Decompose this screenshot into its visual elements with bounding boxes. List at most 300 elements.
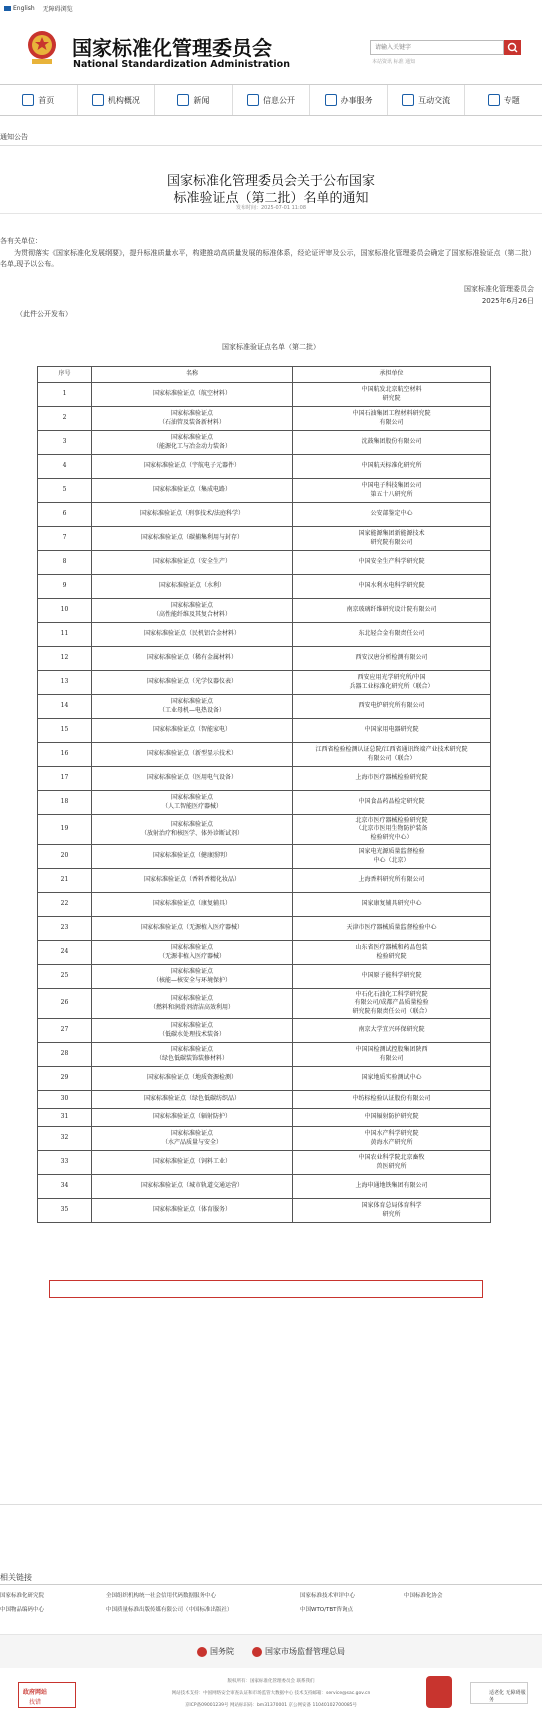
article-title-line2: 标准验证点（第二批）名单的通知 [173, 191, 369, 206]
cell-org-line: 中国电子科技集团公司 [361, 482, 422, 489]
cell-name [92, 599, 293, 623]
cell-name [92, 1109, 293, 1127]
cell-name-line: 国家标准验证点 [170, 434, 213, 441]
cell-name-line: 国家标准验证点 [170, 410, 213, 417]
cell-name [92, 671, 293, 695]
cell-name-line: 国家标准验证点 [170, 1130, 213, 1137]
cell-org-line: 中国农业科学院北京畜牧 [358, 1154, 425, 1161]
cell-no: 16 [38, 743, 92, 767]
cell-org [293, 647, 491, 671]
table-row [38, 767, 491, 791]
cell-org [293, 527, 491, 551]
cell-org-line: 中国食品药品检定研究院 [358, 798, 425, 806]
site-title-en: National Standardization Administration [73, 59, 290, 70]
cell-name-line: 国家标准验证点（香料香精化妆品） [143, 876, 240, 884]
cell-org [293, 1019, 491, 1043]
main-nav [0, 84, 542, 116]
cell-org-line: 中国航发北京航空材料 [361, 386, 422, 393]
flag-icon [4, 6, 11, 11]
cell-org-line: 研究院 [382, 394, 401, 402]
cell-org-line: 国家电光源质量监督检验 [358, 848, 425, 855]
table-row [38, 1199, 491, 1223]
cell-name-line: 国家标准验证点 [170, 698, 213, 705]
cell-org [293, 1127, 491, 1151]
cell-org-line: 有限公司（联合） [367, 754, 416, 762]
cell-name-line: 国家标准验证点 [170, 944, 213, 951]
table-title: 国家标准验证点名单（第二批） [222, 343, 320, 351]
cell-no: 13 [38, 671, 92, 695]
cell-name-line: 国家标准验证点 [170, 995, 213, 1002]
cell-no: 17 [38, 767, 92, 791]
cell-name [92, 767, 293, 791]
link-item[interactable]: 中国标准化协会 [404, 1593, 443, 1599]
cell-org-line: 江西省检验检测认证总院/江西省通讯终端产业技术研究院 [315, 746, 468, 753]
link-item[interactable]: 中国WTO/TBT咨询点 [300, 1607, 353, 1613]
cell-org [293, 479, 491, 503]
cell-name [92, 455, 293, 479]
cell-name [92, 623, 293, 647]
cell-org [293, 791, 491, 815]
verification-points-table [37, 366, 491, 1223]
link-item[interactable]: 中国质量标准出版传媒有限公司（中国标准出版社） [106, 1607, 233, 1613]
hot-words: 本站资讯 标准 通知 [372, 59, 416, 65]
cell-org-line: 中国安全生产科学研究院 [358, 558, 425, 566]
table-row [38, 1127, 491, 1151]
cell-name-line: （绿色低碳装饰装修材料） [155, 1054, 228, 1062]
cell-name-line: 国家标准验证点（光学仪器仪表） [146, 678, 237, 686]
cell-name-line: 国家标准验证点 [170, 968, 213, 975]
cell-no: 4 [38, 455, 92, 479]
cell-no: 1 [38, 383, 92, 407]
cell-no: 7 [38, 527, 92, 551]
nav-item-topics[interactable]: 专题 [465, 85, 542, 115]
cell-org-line: 中石化石油化工科学研究院 [355, 990, 428, 998]
cell-name-line: 国家标准验证点 [170, 794, 213, 801]
service-icon [325, 94, 337, 106]
accessible-service-button[interactable]: 适老化 无障碍服务 [470, 1682, 528, 1704]
cell-name [92, 791, 293, 815]
table-row [38, 1067, 491, 1091]
state-council-link[interactable]: 国务院 [197, 1646, 234, 1657]
table-row [38, 815, 491, 845]
cell-name [92, 1043, 293, 1067]
cell-name-line: 国家标准验证点（辐射防护） [152, 1113, 231, 1121]
cell-no: 21 [38, 869, 92, 893]
cell-name [92, 845, 293, 869]
home-icon [22, 94, 34, 106]
cell-org-line: 南京玻璃纤维研究设计院有限公司 [346, 606, 437, 614]
national-emblem-icon [26, 28, 58, 66]
table-row [38, 1151, 491, 1175]
cell-name [92, 1127, 293, 1151]
links-title: 相关链接 [0, 1573, 32, 1582]
cell-name-line: 国家标准验证点（智能家电） [152, 726, 231, 734]
cell-org-line: 黄海水产研究所 [370, 1138, 413, 1146]
cell-org-line: 山东省医疗器械和药品包装 [355, 944, 428, 951]
cell-name-line: 国家标准验证点（无源植入医疗器械） [140, 924, 243, 932]
cell-name [92, 743, 293, 767]
cell-name-line: 国家标准验证点（医用电气设备） [146, 774, 237, 782]
table-row [38, 1175, 491, 1199]
cell-no: 33 [38, 1151, 92, 1175]
cell-name [92, 719, 293, 743]
divider [0, 1584, 542, 1585]
cell-org [293, 1043, 491, 1067]
cell-no: 29 [38, 1067, 92, 1091]
cell-org [293, 599, 491, 623]
cell-name [92, 989, 293, 1019]
cell-org-line: 检验研究院 [376, 952, 407, 960]
emblem-icon [197, 1647, 207, 1657]
cell-org [293, 719, 491, 743]
search-input[interactable] [370, 40, 504, 55]
search-icon [504, 40, 521, 55]
table-row [38, 407, 491, 431]
cell-org [293, 1109, 491, 1127]
cell-name-line: （无源非植入医疗器械） [158, 952, 225, 960]
cell-no: 3 [38, 431, 92, 455]
cell-name-line: 国家标准验证点（集成电路） [152, 486, 231, 494]
cell-org-line: 有限公司 [379, 418, 404, 426]
cell-org [293, 551, 491, 575]
cell-name [92, 869, 293, 893]
news-icon [177, 94, 189, 106]
cell-org-line: 西安汉唐分析检测有限公司 [355, 654, 428, 662]
cell-org-line: 兵器工业标准化研究所（联合） [349, 682, 434, 690]
cell-org [293, 845, 491, 869]
table-header-row [38, 367, 491, 383]
cell-org [293, 965, 491, 989]
cell-name-line: 国家标准验证点（安全生产） [152, 558, 231, 566]
cell-no: 23 [38, 917, 92, 941]
nav-item-news[interactable]: 新闻 [155, 85, 233, 115]
cell-org-line: 有限公司/成都产品质量检验 [354, 999, 429, 1007]
footer [0, 1668, 542, 1729]
cell-no: 2 [38, 407, 92, 431]
nav-item-home[interactable]: 首页 [0, 85, 78, 115]
cell-name [92, 965, 293, 989]
cell-name-line: （能源化工与冶金动力装备） [152, 442, 231, 450]
cell-org [293, 575, 491, 599]
building-icon [92, 94, 104, 106]
cell-org-line: 国家康复辅具研究中心 [361, 900, 422, 908]
chat-icon [402, 94, 414, 106]
link-item[interactable]: 中国物品编码中心 [0, 1607, 45, 1613]
cell-org-line: 中国原子能科学研究院 [361, 972, 422, 980]
cell-name [92, 1091, 293, 1109]
link-item[interactable]: 国家标准技术审评中心 [300, 1593, 356, 1599]
public-note: （此件公开发布） [16, 310, 72, 318]
cell-org-line: 有限公司 [379, 1054, 404, 1062]
cell-name-line: 国家标准验证点（新型显示技术） [146, 750, 237, 758]
cell-name-line: （低碳水处理技术装备） [158, 1030, 225, 1038]
cell-org-line: 上海市医疗器械检验研究院 [355, 774, 428, 782]
top-bar [0, 0, 542, 16]
table-row [38, 917, 491, 941]
cell-org-line: 南京大学宜兴环保研究院 [358, 1026, 425, 1034]
accessible-link[interactable]: 无障碍浏览 [42, 5, 73, 13]
table-row [38, 647, 491, 671]
cell-org-line: 公安部鉴定中心 [370, 510, 413, 518]
table-row [38, 575, 491, 599]
cell-org [293, 815, 491, 845]
site-title-cn: 国家标准化管理委员会 [72, 36, 272, 60]
cell-org-line: 研究院有限公司 [370, 538, 413, 546]
cell-no: 12 [38, 647, 92, 671]
cell-org-line: 研究院有限责任公司（联合） [352, 1007, 431, 1015]
cell-org-line: （北京市医用生物防护装备 [355, 825, 428, 833]
table-row [38, 1091, 491, 1109]
nav-item-about[interactable]: 机构概况 [78, 85, 156, 115]
cell-org-line: 研究所 [382, 1210, 401, 1218]
cell-name-line: 国家标准验证点（碳捕集利用与封存） [140, 534, 243, 542]
divider [0, 213, 542, 214]
cell-org-line: 西安电炉研究所有限公司 [358, 702, 425, 710]
cell-no: 14 [38, 695, 92, 719]
cell-org [293, 503, 491, 527]
link-item[interactable]: 国家标准化研究院 [0, 1593, 45, 1599]
cell-org-line: 国家能源集团新能源技术 [358, 530, 425, 537]
cell-name-line: （石油管及装备新材料） [158, 418, 225, 426]
cell-org-line: 中国家用电器研究院 [364, 726, 419, 734]
table-row [38, 893, 491, 917]
cell-name-line: 国家标准验证点 [170, 821, 213, 828]
footer-icp: 京ICP备09001239号 网站标识码：bm31370001 京公网安备 11040102700085号 [184, 1703, 358, 1708]
table-row [38, 869, 491, 893]
table-row [38, 719, 491, 743]
cell-org [293, 1091, 491, 1109]
cell-name [92, 1151, 293, 1175]
table-row [38, 671, 491, 695]
cell-name-line: 国家标准验证点（稀有金属材料） [146, 654, 237, 662]
nav-item-interaction[interactable]: 互动交流 [388, 85, 466, 115]
cell-name [92, 917, 293, 941]
cell-name [92, 815, 293, 845]
cell-name-line: 国家标准验证点（健康照明） [152, 852, 231, 860]
cell-no: 32 [38, 1127, 92, 1151]
table-row [38, 989, 491, 1019]
cell-name [92, 431, 293, 455]
cell-org-line: 中国航天标准化研究所 [361, 462, 422, 470]
col-header-org: 承担单位 [293, 367, 491, 383]
cell-org [293, 407, 491, 431]
document-icon [247, 94, 259, 106]
cell-org [293, 743, 491, 767]
cell-name [92, 575, 293, 599]
party-govt-badge-icon[interactable] [426, 1676, 452, 1708]
cell-name-line: 国家标准验证点（饲料工业） [152, 1158, 231, 1166]
table-row [38, 743, 491, 767]
cell-name-line: （放射治疗和核医学、体外诊断试剂） [140, 829, 243, 837]
sign-date: 2025年6月26日 [481, 297, 534, 305]
cell-org [293, 383, 491, 407]
table-row [38, 1019, 491, 1043]
cell-name [92, 383, 293, 407]
cell-name-line: （燃料和润滑剂清洁高效利用） [149, 1003, 234, 1011]
footer-support: 网站技术支持：中国网络安全审查认证和市场监管大数据中心 技术支持邮箱：service@sac.gov.cn [171, 1691, 371, 1696]
cell-no: 18 [38, 791, 92, 815]
cell-org-line: 兽医研究所 [376, 1162, 407, 1170]
article-title-line1: 国家标准化管理委员会关于公布国家 [166, 174, 375, 189]
cell-name-line: 国家标准验证点 [170, 1022, 213, 1029]
cell-org-line: 东北轻合金有限责任公司 [358, 630, 425, 638]
cell-no: 28 [38, 1043, 92, 1067]
table-row [38, 845, 491, 869]
cell-no: 22 [38, 893, 92, 917]
cell-name-line: （工业母机—电热设备） [158, 706, 225, 714]
cell-name-line: 国家标准验证点（康复辅具） [152, 900, 231, 908]
salutation: 各有关单位： [0, 237, 42, 245]
cell-name-line: 国家标准验证点（地质资源检测） [146, 1074, 237, 1082]
col-header-name: 名称 [92, 367, 293, 383]
table-row [38, 383, 491, 407]
cell-org-line: 沈鼓集团股份有限公司 [361, 438, 422, 446]
cell-org [293, 1151, 491, 1175]
table-row [38, 527, 491, 551]
cell-no: 19 [38, 815, 92, 845]
cell-name-line: 国家标准验证点（宇航电子元器件） [143, 462, 240, 470]
cell-org [293, 671, 491, 695]
cell-name [92, 551, 293, 575]
cell-org-line: 国家地质实验测试中心 [361, 1074, 422, 1082]
breadcrumb[interactable]: 通知公告 [0, 133, 28, 141]
cell-org-line: 第五十八研究所 [370, 490, 413, 498]
cell-name-line: （核能—核安全与环境保护） [152, 976, 231, 984]
cell-org-line: 中纺标检验认证股份有限公司 [352, 1095, 431, 1103]
cell-org [293, 1199, 491, 1223]
cell-no: 8 [38, 551, 92, 575]
table-row [38, 965, 491, 989]
col-header-no: 序号 [38, 367, 92, 383]
table-row [38, 623, 491, 647]
table-row [38, 551, 491, 575]
cell-name [92, 893, 293, 917]
cell-name-line: 国家标准验证点（航空材料） [152, 390, 231, 398]
table-row [38, 599, 491, 623]
cell-no: 25 [38, 965, 92, 989]
cell-name-line: 国家标准验证点（民机铝合金材料） [143, 630, 240, 638]
cell-org [293, 941, 491, 965]
cell-no: 6 [38, 503, 92, 527]
table-row [38, 791, 491, 815]
table-row [38, 431, 491, 455]
emblem-icon [252, 1647, 262, 1657]
cell-org-line: 中国水产科学研究院 [364, 1130, 419, 1137]
cell-org-line: 西安应用光学研究所/中国 [357, 674, 426, 681]
cell-org-line: 上海申通地铁集团有限公司 [355, 1182, 428, 1190]
table-row [38, 479, 491, 503]
site-header [0, 16, 542, 80]
cell-org-line: 上海香料研究所有限公司 [358, 876, 425, 884]
cell-name-line: 国家标准验证点（水利） [158, 582, 225, 590]
cell-name [92, 407, 293, 431]
table-row [38, 1109, 491, 1127]
nav-item-services[interactable]: 办事服务 [310, 85, 388, 115]
cell-no: 27 [38, 1019, 92, 1043]
cell-no: 30 [38, 1091, 92, 1109]
link-item[interactable]: 全国组织机构统一社会信用代码数据服务中心 [106, 1593, 217, 1599]
cell-name-line: 国家标准验证点（刑事技术/法庭科学） [139, 510, 245, 518]
cell-name-line: （人工智能医疗器械） [161, 802, 222, 810]
cell-org [293, 917, 491, 941]
cell-org [293, 1175, 491, 1199]
table-row [38, 1043, 491, 1067]
footer-copyright: 版权所有：国家标准化管理委员会 联系我们 [227, 1679, 315, 1684]
cell-org-line: 国家体育总局体育科学 [361, 1202, 422, 1209]
cell-org [293, 893, 491, 917]
cell-name [92, 1067, 293, 1091]
grid-icon [488, 94, 500, 106]
nav-item-disclosure[interactable]: 信息公开 [233, 85, 311, 115]
cell-org-line: 检验研究中心） [370, 833, 413, 841]
divider [0, 1504, 542, 1505]
cell-org [293, 989, 491, 1019]
cell-name [92, 695, 293, 719]
cell-name [92, 647, 293, 671]
cell-org-line: 中心（北京） [373, 856, 410, 864]
cell-no: 5 [38, 479, 92, 503]
cell-org [293, 695, 491, 719]
cell-no: 20 [38, 845, 92, 869]
cell-name [92, 1019, 293, 1043]
cell-org-line: 天津市医疗器械质量监督检验中心 [346, 924, 437, 932]
error-report-badge[interactable]: 政府网站 找错 [18, 1682, 76, 1708]
cell-org-line: 北京市医疗器械检验研究院 [355, 816, 428, 824]
gov-bar [0, 1634, 542, 1668]
cell-org-line: 中国石油集团工程材料研究院 [352, 410, 431, 417]
signer: 国家标准化管理委员会 [464, 285, 534, 293]
article-body: 为贯彻落实《国家标准化发展纲要》，提升标准质量水平，构建推动高质量发展的标准体系，经论证评审及公示，国家标准化管理委员会确定了国家标准验证点（第二批）名单,现予以公布。 [0, 249, 536, 268]
table-row [38, 455, 491, 479]
cell-no: 26 [38, 989, 92, 1019]
cell-no: 10 [38, 599, 92, 623]
cell-no: 9 [38, 575, 92, 599]
cell-org [293, 455, 491, 479]
cell-name [92, 941, 293, 965]
cell-name [92, 1175, 293, 1199]
cell-org [293, 623, 491, 647]
cell-name [92, 479, 293, 503]
cell-name-line: 国家标准验证点（体育服务） [152, 1206, 231, 1214]
divider [0, 145, 542, 146]
cell-no: 15 [38, 719, 92, 743]
cell-name-line: 国家标准验证点 [170, 1046, 213, 1053]
cell-org [293, 767, 491, 791]
english-link[interactable]: English [4, 5, 35, 12]
cell-no: 35 [38, 1199, 92, 1223]
search-button[interactable] [504, 40, 521, 55]
cell-name-line: （水产品质量与安全） [161, 1138, 222, 1146]
samr-link[interactable]: 国家市场监督管理总局 [252, 1646, 345, 1657]
table-row [38, 503, 491, 527]
cell-name-line: 国家标准验证点（城市轨道交通运营） [140, 1182, 243, 1190]
cell-no: 31 [38, 1109, 92, 1127]
cell-name-line: 国家标准验证点（绿色低碳纺织品） [143, 1095, 240, 1103]
table-row [38, 941, 491, 965]
cell-no: 11 [38, 623, 92, 647]
cell-org-line: 中国国检测试控股集团陕西 [355, 1046, 428, 1053]
cell-name [92, 527, 293, 551]
cell-no: 24 [38, 941, 92, 965]
cell-name-line: （高性能纤维及其复合材料） [152, 610, 231, 618]
cell-org-line: 中国水利水电科学研究院 [358, 582, 425, 590]
cell-no: 34 [38, 1175, 92, 1199]
cell-org [293, 431, 491, 455]
cell-org [293, 869, 491, 893]
cell-org [293, 1067, 491, 1091]
cell-org-line: 中国辐射防护研究院 [364, 1113, 419, 1121]
cell-name-line: 国家标准验证点 [170, 602, 213, 609]
